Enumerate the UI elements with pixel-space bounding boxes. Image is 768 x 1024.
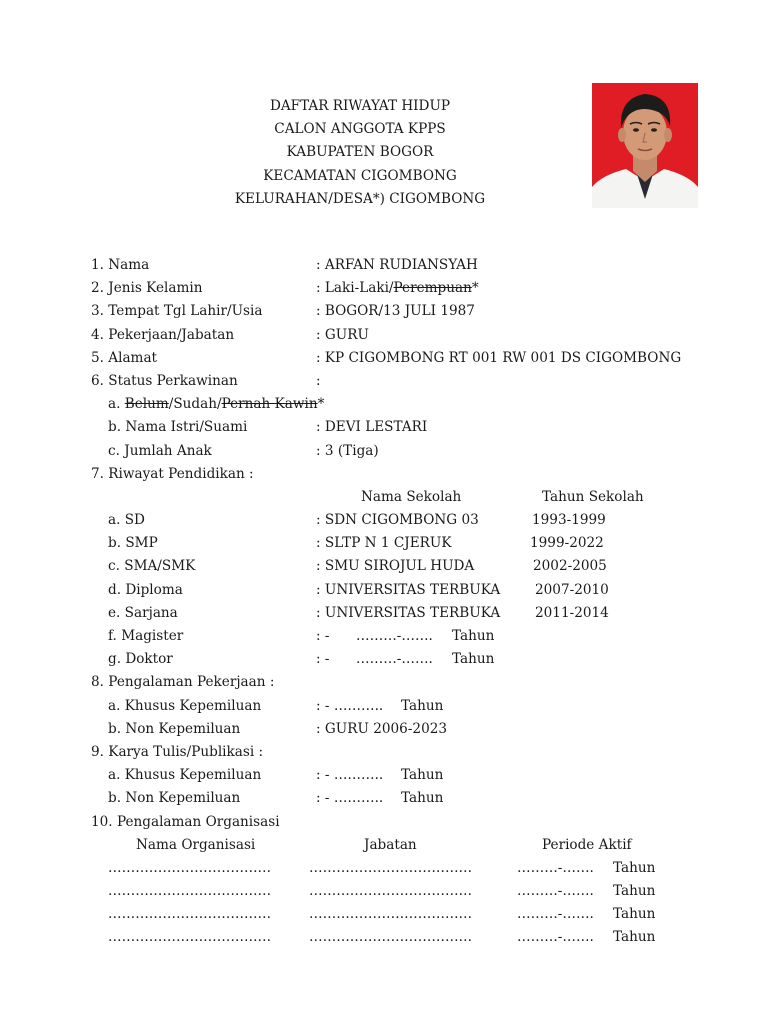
value-jenis-kelamin: : Laki-Laki/Perempuan* [316, 280, 479, 297]
row-label: b. SMP [108, 535, 158, 552]
field-alamat [0, 347, 768, 370]
row-year: 2007-2010 [535, 581, 609, 598]
col-tahun-sekolah: Tahun Sekolah [542, 488, 644, 505]
row-year: 2002-2005 [533, 558, 607, 575]
struck-option: Pernah Kawin [221, 396, 318, 413]
field-status-a [0, 393, 768, 416]
section-title: 9. Karya Tulis/Publikasi : [91, 743, 264, 760]
kecamatan-line: KECAMATAN CIGOMBONG [263, 167, 457, 184]
row-value: : - ……….. [316, 697, 384, 714]
document-header [180, 95, 540, 211]
row-value: : - ……….. [316, 767, 384, 784]
value-pekerjaan: : GURU [316, 326, 369, 343]
row-label: d. Diploma [108, 581, 183, 598]
row-unit: Tahun [401, 790, 444, 807]
pendidikan-header [0, 486, 768, 509]
pendidikan-row [0, 579, 768, 602]
row-role: ……………………………… [309, 859, 473, 876]
row-year: 1999-2022 [530, 535, 604, 552]
row-role: ……………………………… [309, 883, 473, 900]
label-anak: c. Jumlah Anak [108, 442, 212, 459]
pendidikan-row [0, 555, 768, 578]
karya-row [0, 764, 768, 787]
organisasi-row [0, 857, 768, 880]
section-karya [0, 741, 768, 764]
applicant-photo [592, 83, 698, 208]
col-periode-aktif: Periode Aktif [542, 836, 632, 853]
col-nama-organisasi: Nama Organisasi [136, 836, 256, 853]
label-alamat: 5. Alamat [91, 349, 158, 366]
section-organisasi [0, 811, 768, 834]
row-role: ……………………………… [309, 906, 473, 923]
section-pendidikan [0, 463, 768, 486]
row-school: : SDN CIGOMBONG 03 [316, 512, 479, 529]
label-istri: b. Nama Istri/Suami [108, 419, 248, 436]
row-name: ……………………………… [108, 859, 272, 876]
row-unit: Tahun [613, 929, 656, 946]
row-school: : SMU SIROJUL HUDA [316, 558, 475, 575]
field-anak [0, 440, 768, 463]
row-school: : UNIVERSITAS TERBUKA [316, 581, 501, 598]
document-body [0, 254, 768, 950]
karya-row [0, 787, 768, 810]
row-label: c. SMA/SMK [108, 558, 196, 575]
row-year: ………-……. [356, 651, 433, 668]
row-name: ……………………………… [108, 906, 272, 923]
pendidikan-row [0, 625, 768, 648]
pendidikan-row [0, 648, 768, 671]
row-role: ……………………………… [309, 929, 473, 946]
col-jabatan: Jabatan [364, 836, 417, 853]
value-status-options: a. Belum/Sudah/Pernah Kawin* [108, 396, 325, 413]
value-status: : [316, 372, 321, 389]
subtitle-line: CALON ANGGOTA KPPS [274, 121, 446, 138]
row-label: b. Non Kepemiluan [108, 790, 241, 807]
row-label: b. Non Kepemiluan [108, 720, 241, 737]
row-unit: Tahun [452, 628, 495, 644]
pendidikan-row [0, 532, 768, 555]
row-label: g. Doktor [108, 651, 173, 668]
row-unit: Tahun [401, 767, 444, 784]
label-ttl: 3. Tempat Tgl Lahir/Usia [91, 303, 263, 320]
value-alamat: : KP CIGOMBONG RT 001 RW 001 DS CIGOMBONG [316, 349, 682, 366]
row-period: ………-……. [517, 859, 594, 876]
row-label: a. Khusus Kepemiluan [108, 767, 262, 784]
row-name: ……………………………… [108, 929, 272, 946]
row-school: : - [316, 628, 330, 644]
title-line: DAFTAR RIWAYAT HIDUP [269, 98, 451, 114]
row-value: : GURU 2006-2023 [316, 720, 448, 737]
row-label: a. SD [108, 512, 145, 529]
pendidikan-row [0, 509, 768, 532]
field-ttl [0, 300, 768, 323]
pekerjaan-row [0, 695, 768, 718]
row-name: ……………………………… [108, 883, 272, 900]
label-jenis-kelamin: 2. Jenis Kelamin [91, 280, 203, 297]
row-label: f. Magister [108, 628, 184, 644]
row-school: : UNIVERSITAS TERBUKA [316, 604, 501, 621]
row-label: a. Khusus Kepemiluan [108, 697, 262, 714]
portrait-image [592, 83, 698, 208]
field-pekerjaan [0, 324, 768, 347]
row-value: : - ……….. [316, 790, 384, 807]
organisasi-row [0, 926, 768, 949]
label-status: 6. Status Perkawinan [91, 372, 238, 389]
row-unit: Tahun [613, 883, 656, 900]
row-period: ………-……. [517, 929, 594, 946]
row-unit: Tahun [401, 697, 444, 714]
row-period: ………-……. [517, 906, 594, 923]
value-anak: : 3 (Tiga) [316, 442, 379, 459]
struck-option: Perempuan [393, 280, 472, 297]
section-title: 7. Riwayat Pendidikan : [91, 465, 254, 482]
organisasi-header [0, 834, 768, 857]
row-unit: Tahun [613, 906, 656, 923]
value-istri: : DEVI LESTARI [316, 419, 428, 436]
label-pekerjaan: 4. Pekerjaan/Jabatan [91, 326, 235, 343]
field-istri [0, 416, 768, 439]
section-pekerjaan [0, 671, 768, 694]
organisasi-row [0, 880, 768, 903]
field-nama [0, 254, 768, 277]
kabupaten-line: KABUPATEN BOGOR [286, 144, 434, 161]
organisasi-row [0, 903, 768, 926]
section-title: 8. Pengalaman Pekerjaan : [91, 674, 275, 691]
row-year: 2011-2014 [535, 604, 609, 621]
col-nama-sekolah: Nama Sekolah [361, 488, 462, 505]
row-year: 1993-1999 [532, 512, 606, 529]
kelurahan-line: KELURAHAN/DESA*) CIGOMBONG [234, 190, 486, 207]
row-school: : SLTP N 1 CJERUK [316, 535, 452, 552]
pendidikan-row [0, 602, 768, 625]
struck-option: Belum [124, 396, 169, 413]
row-unit: Tahun [452, 651, 495, 668]
value-nama: : ARFAN RUDIANSYAH [316, 257, 478, 273]
field-jenis-kelamin [0, 277, 768, 300]
row-unit: Tahun [613, 859, 656, 876]
pekerjaan-row [0, 718, 768, 741]
row-period: ………-……. [517, 883, 594, 900]
row-school: : - [316, 651, 330, 668]
field-status [0, 370, 768, 393]
row-year: ………-……. [356, 628, 433, 644]
value-ttl: : BOGOR/13 JULI 1987 [316, 303, 475, 320]
section-title: 10. Pengalaman Organisasi [91, 813, 280, 830]
label-nama: 1. Nama [91, 257, 150, 273]
row-label: e. Sarjana [108, 604, 178, 621]
